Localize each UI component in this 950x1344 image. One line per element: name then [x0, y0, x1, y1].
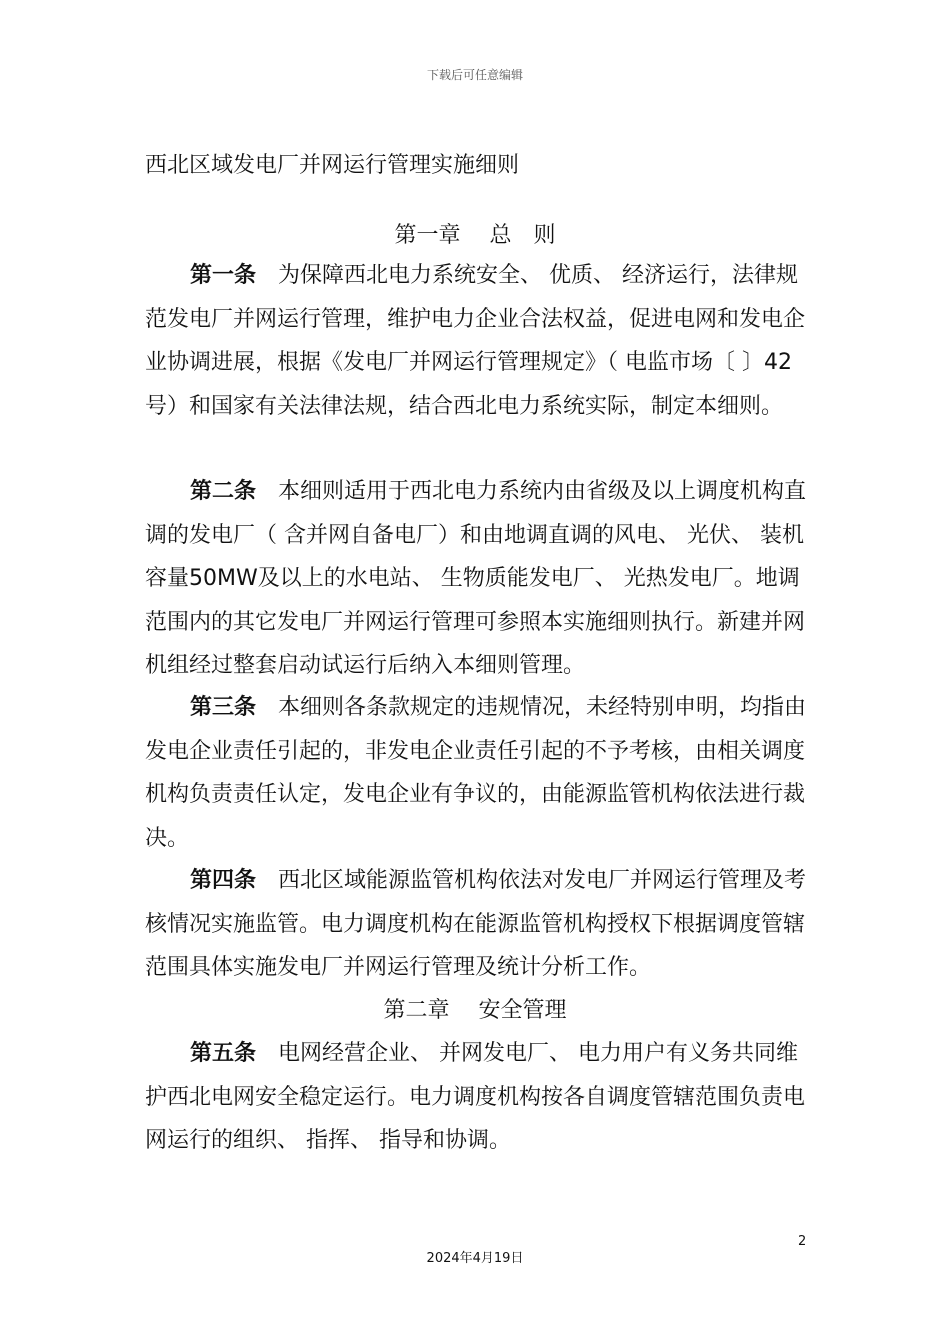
- article-3: [145, 686, 815, 860]
- footer-date: 2024年4月19日: [426, 1251, 524, 1266]
- article-3-label: 第三条: [190, 695, 257, 720]
- article-1: [145, 254, 815, 428]
- article-2-text: 本细则适用于西北电力系统内由省级及以上调度机构直调的发电厂（ 含并网自备电厂）和由地调直调的风电、 光伏、 装机容量50MW及以上的水电站、 生物质能发电厂、 光热发电厂。地调范围内的其它发电厂并网运行管理可参照本实施细则执行。新建并网机组经过整套启动试运行后纳入本细则管理。: [145, 479, 807, 678]
- article-5-text: 电网经营企业、 并网发电厂、 电力用户有义务共同维护西北电网安全稳定运行。电力调度机构按各自调度管辖范围负责电网运行的组织、 指挥、 指导和协调。: [145, 1041, 806, 1153]
- article-4-text: 西北区域能源监管机构依法对发电厂并网运行管理及考核情况实施监管。电力调度机构在能源监管机构授权下根据调度管辖范围具体实施发电厂并网运行管理及统计分析工作。: [145, 868, 807, 980]
- article-4: [145, 859, 815, 990]
- article-4-label: 第四条: [190, 868, 257, 893]
- article-2-label: 第二条: [190, 479, 257, 504]
- chapter-1-heading: 第一章 总 则: [394, 223, 556, 248]
- document-title: 西北区域发电厂并网运行管理实施细则: [145, 153, 520, 178]
- article-5-label: 第五条: [190, 1041, 257, 1066]
- article-5: [145, 1032, 815, 1163]
- article-1-label: 第一条: [190, 263, 257, 288]
- article-2: [145, 470, 815, 688]
- chapter-2-heading: 第二章 安全管理: [383, 998, 567, 1023]
- page-number: 2: [798, 1234, 807, 1249]
- article-3-text: 本细则各条款规定的违规情况，未经特别申明，均指由发电企业责任引起的，非发电企业责任引起的不予考核，由相关调度机构负责责任认定，发电企业有争议的，由能源监管机构依法进行裁决。: [145, 695, 807, 851]
- page-header-note: 下载后可任意编辑: [426, 68, 523, 82]
- article-1-text: 为保障西北电力系统安全、 优质、 经济运行，法律规范发电厂并网运行管理，维护电力企业合法权益，促进电网和发电企业协调进展，根据《发电厂并网运行管理规定》（ 电监市场〔 〕42号）和国家有关法律法规，结合西北电力系统实际，制定本细则。: [145, 263, 806, 419]
